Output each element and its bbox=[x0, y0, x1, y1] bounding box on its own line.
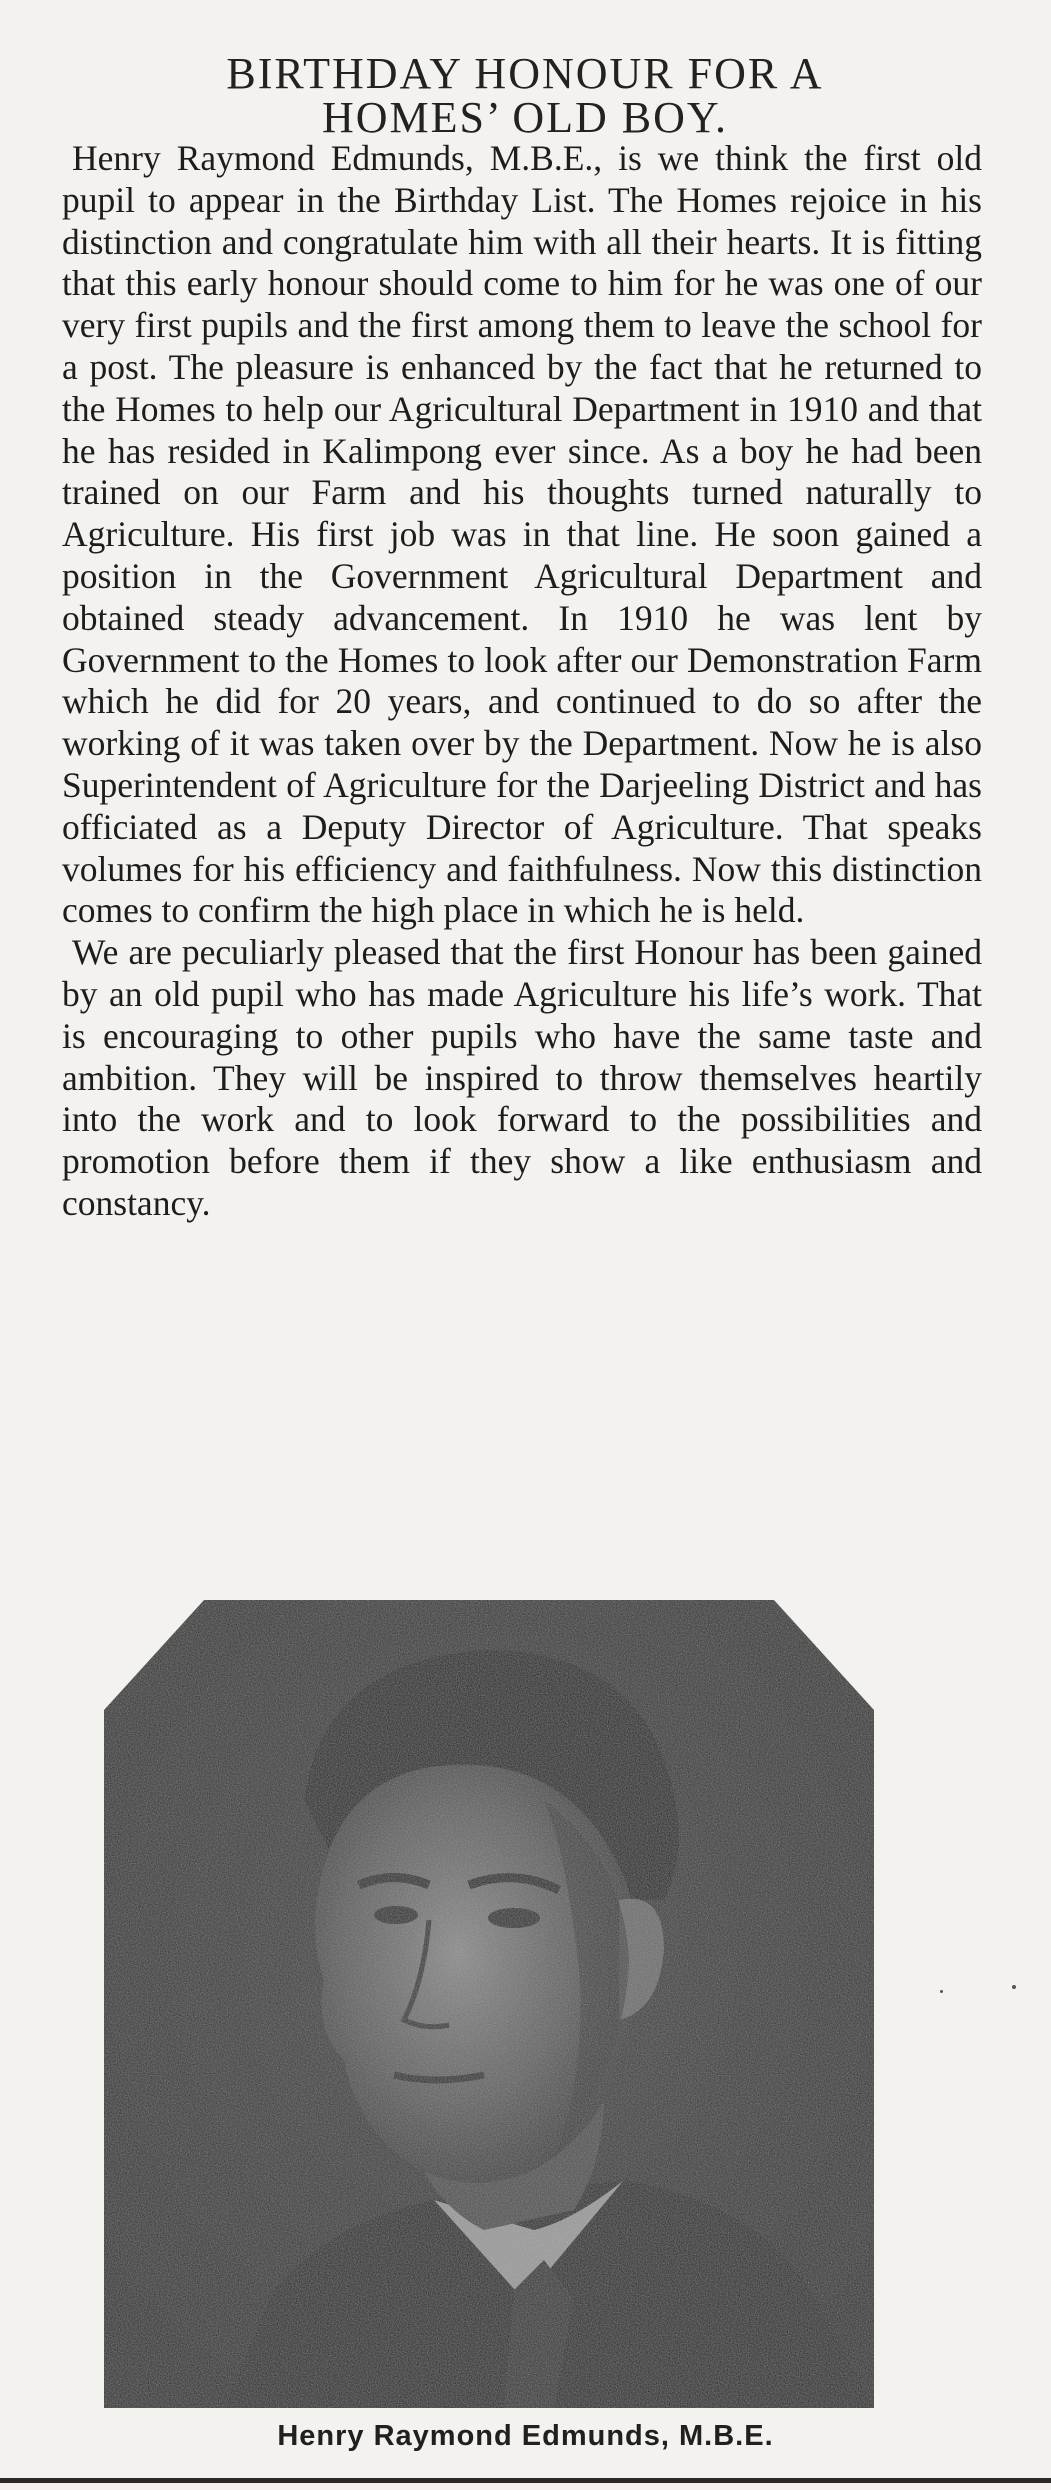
headline-line-2: HOMES’ OLD BOY. bbox=[321, 93, 729, 142]
paper-speck bbox=[1012, 1985, 1016, 1989]
portrait-photo bbox=[104, 1600, 874, 2408]
article-paragraph-2: We are peculiarly pleased that the first Honour has been gained by an old pupil who has made Agriculture his life’s work. That is encouraging to other pupils who have the same taste and ambition. They will be inspired to throw themselves heartily into the work and to look forward to the possibilities and promotion before them if they show a like enthusiasm and constancy. bbox=[62, 932, 982, 1223]
headline-line-1: BIRTHDAY HONOUR FOR A bbox=[226, 49, 824, 98]
photo-caption: Henry Raymond Edmunds, M.B.E. bbox=[277, 2420, 774, 2452]
article-paragraph-1: Henry Raymond Edmunds, M.B.E., is we think the first old pupil to appear in the Birthday List. The Homes rejoice in his distinction and congratulate him with all their hearts. It is fitting that this early honour should come to him for he was one of our very first pupils and the first among them to leave the school for a post. The pleasure is enhanced by the fact that he returned to the Homes to help our Agricultural Department in 1910 and that he has resided in Kalimpong ever since. As a boy he had been trained on our Farm and his thoughts turned naturally to Agriculture. His first job was in that line. He soon gained a position in the Government Agricultural Department and obtained steady advancement. In 1910 he was lent by Government to the Homes to look after our Demonstration Farm which he did for 20 years, and continued to do so after the working of it was taken over by the Department. Now he is also Superintendent of Agriculture for the Darjeeling District and has officiated as a Deputy Director of Agriculture. That speaks volumes for his efficiency and faithfulness. Now this distinction comes to confirm the high place in which he is held. bbox=[62, 138, 982, 931]
bottom-border-line bbox=[0, 2478, 1051, 2483]
article-body bbox=[62, 138, 982, 1225]
portrait-photo-graphic bbox=[104, 1600, 874, 2408]
paper-speck bbox=[940, 1990, 943, 1993]
